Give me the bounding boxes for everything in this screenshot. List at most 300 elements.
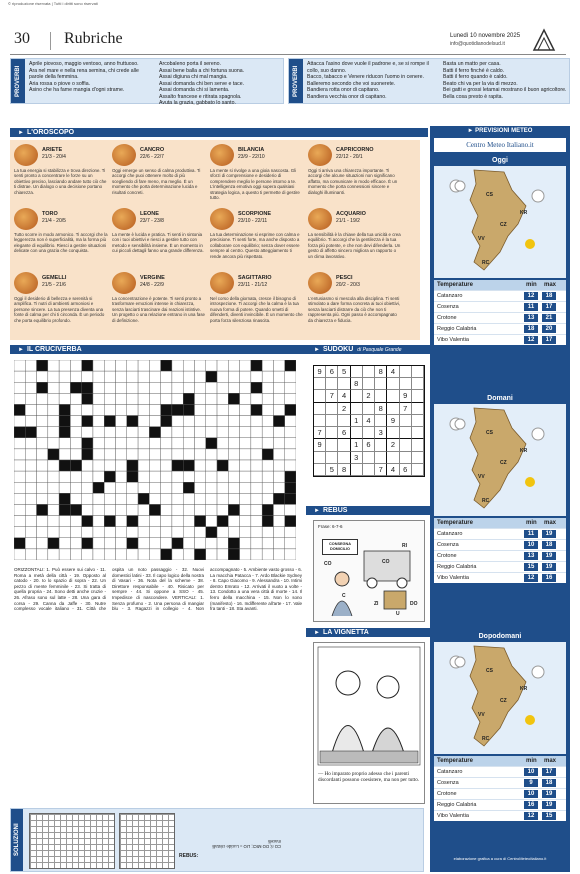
crossword-cell[interactable] [37, 427, 48, 438]
crossword-cell[interactable] [262, 549, 273, 560]
crossword-cell[interactable] [116, 393, 127, 404]
sudoku-cell[interactable]: 7 [326, 390, 338, 402]
crossword-cell[interactable] [116, 504, 127, 515]
crossword-cell[interactable] [48, 516, 59, 527]
crossword-cell[interactable] [104, 393, 115, 404]
sudoku-cell[interactable] [400, 366, 412, 378]
contact-email[interactable]: info@quotidianodelsud.it [450, 41, 505, 47]
sudoku-cell[interactable] [412, 403, 424, 415]
crossword-cell[interactable] [70, 371, 81, 382]
crossword-cell[interactable] [194, 427, 205, 438]
crossword-cell[interactable] [194, 416, 205, 427]
crossword-cell[interactable] [273, 438, 284, 449]
crossword-cell[interactable] [194, 493, 205, 504]
sudoku-cell[interactable] [387, 403, 399, 415]
crossword-cell[interactable] [104, 460, 115, 471]
crossword-cell[interactable] [14, 516, 25, 527]
crossword-cell[interactable] [82, 382, 93, 393]
crossword-cell[interactable] [93, 360, 104, 371]
crossword-cell[interactable] [59, 504, 70, 515]
crossword-cell[interactable] [206, 404, 217, 415]
crossword-cell[interactable] [82, 404, 93, 415]
sudoku-cell[interactable] [326, 439, 338, 451]
crossword-cell[interactable] [37, 371, 48, 382]
crossword-cell[interactable] [273, 404, 284, 415]
crossword-cell[interactable] [116, 404, 127, 415]
crossword-cell[interactable] [273, 382, 284, 393]
crossword-cell[interactable] [262, 516, 273, 527]
crossword-cell[interactable] [59, 516, 70, 527]
crossword-cell[interactable] [138, 371, 149, 382]
crossword-cell[interactable] [14, 404, 25, 415]
crossword-cell[interactable] [194, 393, 205, 404]
crossword-cell[interactable] [285, 471, 296, 482]
crossword-cell[interactable] [14, 382, 25, 393]
crossword-cell[interactable] [116, 382, 127, 393]
crossword-cell[interactable] [149, 371, 160, 382]
sudoku-cell[interactable] [326, 452, 338, 464]
sudoku-cell[interactable] [375, 390, 387, 402]
sudoku-cell[interactable]: 4 [338, 390, 350, 402]
crossword-cell[interactable] [82, 427, 93, 438]
crossword-cell[interactable] [206, 527, 217, 538]
crossword-cell[interactable] [206, 438, 217, 449]
crossword-cell[interactable] [194, 471, 205, 482]
crossword-cell[interactable] [127, 538, 138, 549]
crossword-cell[interactable] [172, 382, 183, 393]
crossword-cell[interactable] [104, 549, 115, 560]
crossword-cell[interactable] [25, 371, 36, 382]
crossword-cell[interactable] [206, 427, 217, 438]
sudoku-cell[interactable]: 8 [351, 378, 363, 390]
sudoku-cell[interactable]: 9 [314, 366, 326, 378]
crossword-cell[interactable] [104, 516, 115, 527]
crossword-cell[interactable] [25, 460, 36, 471]
sudoku-cell[interactable]: 4 [387, 366, 399, 378]
crossword-cell[interactable] [262, 404, 273, 415]
crossword-cell[interactable] [172, 538, 183, 549]
crossword-cell[interactable] [25, 504, 36, 515]
crossword-cell[interactable] [285, 504, 296, 515]
sudoku-cell[interactable]: 9 [400, 390, 412, 402]
crossword-cell[interactable] [116, 360, 127, 371]
crossword-cell[interactable] [183, 393, 194, 404]
crossword-cell[interactable] [138, 471, 149, 482]
crossword-cell[interactable] [183, 504, 194, 515]
sudoku-cell[interactable]: 5 [326, 464, 338, 476]
crossword-cell[interactable] [149, 482, 160, 493]
crossword-cell[interactable] [138, 449, 149, 460]
crossword-cell[interactable] [206, 460, 217, 471]
crossword-cell[interactable] [93, 538, 104, 549]
crossword-cell[interactable] [217, 471, 228, 482]
crossword-cell[interactable] [14, 438, 25, 449]
crossword-cell[interactable] [194, 382, 205, 393]
crossword-cell[interactable] [127, 427, 138, 438]
crossword-cell[interactable] [194, 460, 205, 471]
crossword-cell[interactable] [273, 360, 284, 371]
crossword-cell[interactable] [285, 360, 296, 371]
crossword-cell[interactable] [138, 493, 149, 504]
crossword-cell[interactable] [172, 449, 183, 460]
sudoku-cell[interactable]: 6 [326, 366, 338, 378]
crossword-cell[interactable] [149, 460, 160, 471]
crossword-cell[interactable] [183, 516, 194, 527]
crossword-cell[interactable] [127, 493, 138, 504]
sudoku-cell[interactable] [412, 464, 424, 476]
crossword-cell[interactable] [82, 438, 93, 449]
crossword-cell[interactable] [127, 404, 138, 415]
crossword-cell[interactable] [37, 527, 48, 538]
sudoku-cell[interactable] [363, 378, 375, 390]
sudoku-cell[interactable] [412, 390, 424, 402]
sudoku-cell[interactable] [363, 464, 375, 476]
crossword-cell[interactable] [161, 427, 172, 438]
crossword-cell[interactable] [82, 360, 93, 371]
crossword-cell[interactable] [285, 393, 296, 404]
sudoku-grid[interactable] [313, 365, 425, 477]
crossword-cell[interactable] [82, 482, 93, 493]
crossword-cell[interactable] [149, 393, 160, 404]
sudoku-cell[interactable] [400, 378, 412, 390]
sudoku-cell[interactable]: 7 [400, 403, 412, 415]
crossword-cell[interactable] [273, 527, 284, 538]
crossword-cell[interactable] [285, 449, 296, 460]
crossword-cell[interactable] [273, 449, 284, 460]
crossword-cell[interactable] [59, 549, 70, 560]
sudoku-cell[interactable]: 3 [351, 452, 363, 464]
sudoku-cell[interactable] [326, 403, 338, 415]
sudoku-cell[interactable]: 7 [314, 427, 326, 439]
crossword-cell[interactable] [37, 538, 48, 549]
crossword-cell[interactable] [149, 382, 160, 393]
crossword-cell[interactable] [228, 449, 239, 460]
crossword-cell[interactable] [251, 404, 262, 415]
crossword-cell[interactable] [138, 427, 149, 438]
crossword-cell[interactable] [37, 360, 48, 371]
crossword-cell[interactable] [228, 460, 239, 471]
crossword-cell[interactable] [161, 404, 172, 415]
crossword-cell[interactable] [240, 438, 251, 449]
crossword-cell[interactable] [240, 482, 251, 493]
crossword-cell[interactable] [93, 460, 104, 471]
crossword-cell[interactable] [240, 516, 251, 527]
sudoku-cell[interactable] [338, 415, 350, 427]
sudoku-cell[interactable] [412, 366, 424, 378]
crossword-cell[interactable] [59, 527, 70, 538]
crossword-cell[interactable] [228, 538, 239, 549]
crossword-cell[interactable] [104, 371, 115, 382]
crossword-cell[interactable] [240, 382, 251, 393]
crossword-cell[interactable] [104, 404, 115, 415]
crossword-cell[interactable] [70, 438, 81, 449]
sudoku-cell[interactable] [326, 427, 338, 439]
crossword-cell[interactable] [48, 482, 59, 493]
crossword-cell[interactable] [217, 527, 228, 538]
crossword-cell[interactable] [104, 527, 115, 538]
crossword-cell[interactable] [228, 482, 239, 493]
crossword-cell[interactable] [70, 549, 81, 560]
crossword-cell[interactable] [37, 493, 48, 504]
sudoku-cell[interactable] [363, 366, 375, 378]
crossword-cell[interactable] [240, 393, 251, 404]
crossword-cell[interactable] [93, 471, 104, 482]
crossword-cell[interactable] [206, 504, 217, 515]
crossword-cell[interactable] [14, 360, 25, 371]
crossword-cell[interactable] [48, 460, 59, 471]
crossword-cell[interactable] [285, 427, 296, 438]
crossword-cell[interactable] [251, 493, 262, 504]
crossword-cell[interactable] [285, 404, 296, 415]
crossword-cell[interactable] [251, 438, 262, 449]
crossword-cell[interactable] [217, 393, 228, 404]
sudoku-cell[interactable] [387, 452, 399, 464]
crossword-cell[interactable] [70, 416, 81, 427]
crossword-cell[interactable] [251, 504, 262, 515]
crossword-cell[interactable] [240, 549, 251, 560]
crossword-cell[interactable] [138, 516, 149, 527]
crossword-cell[interactable] [149, 404, 160, 415]
crossword-cell[interactable] [172, 427, 183, 438]
crossword-cell[interactable] [240, 460, 251, 471]
crossword-cell[interactable] [127, 416, 138, 427]
crossword-cell[interactable] [251, 527, 262, 538]
crossword-cell[interactable] [149, 504, 160, 515]
crossword-cell[interactable] [138, 382, 149, 393]
sudoku-cell[interactable]: 4 [363, 415, 375, 427]
crossword-cell[interactable] [14, 482, 25, 493]
sudoku-cell[interactable] [351, 403, 363, 415]
crossword-cell[interactable] [48, 549, 59, 560]
crossword-cell[interactable] [273, 371, 284, 382]
crossword-cell[interactable] [59, 404, 70, 415]
crossword-cell[interactable] [240, 504, 251, 515]
crossword-cell[interactable] [285, 460, 296, 471]
crossword-cell[interactable] [228, 493, 239, 504]
sudoku-cell[interactable]: 2 [363, 390, 375, 402]
sudoku-cell[interactable]: 6 [338, 427, 350, 439]
crossword-cell[interactable] [172, 471, 183, 482]
crossword-cell[interactable] [172, 504, 183, 515]
crossword-cell[interactable] [206, 471, 217, 482]
sudoku-cell[interactable] [412, 439, 424, 451]
crossword-cell[interactable] [93, 404, 104, 415]
crossword-cell[interactable] [25, 493, 36, 504]
crossword-cell[interactable] [37, 504, 48, 515]
crossword-cell[interactable] [206, 371, 217, 382]
crossword-cell[interactable] [48, 504, 59, 515]
crossword-cell[interactable] [82, 504, 93, 515]
crossword-cell[interactable] [37, 382, 48, 393]
crossword-cell[interactable] [285, 549, 296, 560]
crossword-cell[interactable] [127, 371, 138, 382]
crossword-cell[interactable] [93, 493, 104, 504]
crossword-cell[interactable] [228, 404, 239, 415]
crossword-cell[interactable] [25, 538, 36, 549]
crossword-cell[interactable] [82, 516, 93, 527]
crossword-cell[interactable] [59, 382, 70, 393]
crossword-cell[interactable] [183, 360, 194, 371]
crossword-cell[interactable] [262, 416, 273, 427]
crossword-cell[interactable] [161, 449, 172, 460]
crossword-cell[interactable] [82, 527, 93, 538]
sudoku-cell[interactable] [387, 427, 399, 439]
sudoku-cell[interactable] [363, 403, 375, 415]
crossword-cell[interactable] [217, 460, 228, 471]
crossword-cell[interactable] [183, 538, 194, 549]
crossword-cell[interactable] [82, 471, 93, 482]
sudoku-cell[interactable]: 3 [375, 427, 387, 439]
sudoku-cell[interactable] [412, 452, 424, 464]
crossword-cell[interactable] [59, 471, 70, 482]
crossword-cell[interactable] [262, 471, 273, 482]
crossword-cell[interactable] [183, 438, 194, 449]
crossword-cell[interactable] [285, 482, 296, 493]
sudoku-cell[interactable] [338, 378, 350, 390]
sudoku-cell[interactable] [400, 439, 412, 451]
crossword-cell[interactable] [161, 438, 172, 449]
crossword-cell[interactable] [14, 538, 25, 549]
crossword-cell[interactable] [206, 382, 217, 393]
crossword-cell[interactable] [228, 471, 239, 482]
crossword-cell[interactable] [183, 382, 194, 393]
crossword-cell[interactable] [37, 438, 48, 449]
crossword-cell[interactable] [240, 404, 251, 415]
crossword-cell[interactable] [183, 549, 194, 560]
crossword-cell[interactable] [48, 538, 59, 549]
crossword-cell[interactable] [285, 493, 296, 504]
crossword-cell[interactable] [70, 471, 81, 482]
crossword-cell[interactable] [273, 538, 284, 549]
crossword-cell[interactable] [116, 482, 127, 493]
crossword-cell[interactable] [251, 538, 262, 549]
sudoku-cell[interactable] [412, 378, 424, 390]
crossword-cell[interactable] [138, 549, 149, 560]
crossword-cell[interactable] [217, 482, 228, 493]
sudoku-cell[interactable]: 1 [351, 415, 363, 427]
crossword-cell[interactable] [285, 438, 296, 449]
sudoku-cell[interactable] [400, 427, 412, 439]
crossword-cell[interactable] [37, 393, 48, 404]
crossword-cell[interactable] [161, 482, 172, 493]
crossword-cell[interactable] [93, 527, 104, 538]
crossword-cell[interactable] [48, 427, 59, 438]
crossword-cell[interactable] [161, 371, 172, 382]
crossword-cell[interactable] [240, 538, 251, 549]
crossword-cell[interactable] [82, 371, 93, 382]
crossword-cell[interactable] [183, 404, 194, 415]
crossword-cell[interactable] [93, 549, 104, 560]
crossword-cell[interactable] [127, 460, 138, 471]
crossword-cell[interactable] [25, 438, 36, 449]
crossword-cell[interactable] [251, 393, 262, 404]
crossword-cell[interactable] [138, 404, 149, 415]
sudoku-cell[interactable] [351, 390, 363, 402]
crossword-cell[interactable] [240, 427, 251, 438]
sudoku-cell[interactable] [412, 427, 424, 439]
crossword-cell[interactable] [183, 416, 194, 427]
crossword-cell[interactable] [217, 404, 228, 415]
sudoku-cell[interactable] [375, 439, 387, 451]
crossword-cell[interactable] [273, 460, 284, 471]
crossword-cell[interactable] [183, 371, 194, 382]
crossword-cell[interactable] [285, 527, 296, 538]
crossword-cell[interactable] [59, 460, 70, 471]
crossword-cell[interactable] [251, 549, 262, 560]
crossword-cell[interactable] [82, 449, 93, 460]
crossword-cell[interactable] [82, 393, 93, 404]
crossword-cell[interactable] [262, 482, 273, 493]
crossword-cell[interactable] [251, 449, 262, 460]
crossword-cell[interactable] [194, 549, 205, 560]
crossword-cell[interactable] [251, 371, 262, 382]
crossword-cell[interactable] [217, 427, 228, 438]
crossword-cell[interactable] [273, 471, 284, 482]
crossword-cell[interactable] [273, 393, 284, 404]
crossword-cell[interactable] [172, 527, 183, 538]
crossword-cell[interactable] [48, 360, 59, 371]
crossword-cell[interactable] [116, 538, 127, 549]
crossword-cell[interactable] [206, 549, 217, 560]
crossword-cell[interactable] [138, 416, 149, 427]
crossword-cell[interactable] [228, 371, 239, 382]
crossword-cell[interactable] [25, 382, 36, 393]
sudoku-cell[interactable] [338, 452, 350, 464]
crossword-cell[interactable] [70, 527, 81, 538]
crossword-cell[interactable] [70, 449, 81, 460]
crossword-cell[interactable] [127, 438, 138, 449]
crossword-cell[interactable] [240, 371, 251, 382]
crossword-cell[interactable] [285, 538, 296, 549]
crossword-cell[interactable] [82, 538, 93, 549]
crossword-cell[interactable] [116, 549, 127, 560]
crossword-cell[interactable] [116, 493, 127, 504]
crossword-cell[interactable] [161, 527, 172, 538]
crossword-cell[interactable] [251, 360, 262, 371]
crossword-cell[interactable] [37, 416, 48, 427]
crossword-cell[interactable] [217, 382, 228, 393]
crossword-cell[interactable] [82, 493, 93, 504]
crossword-cell[interactable] [116, 371, 127, 382]
crossword-cell[interactable] [116, 460, 127, 471]
crossword-cell[interactable] [251, 482, 262, 493]
crossword-cell[interactable] [206, 360, 217, 371]
crossword-cell[interactable] [273, 416, 284, 427]
sudoku-cell[interactable]: 7 [375, 464, 387, 476]
crossword-cell[interactable] [194, 438, 205, 449]
crossword-cell[interactable] [48, 416, 59, 427]
crossword-cell[interactable] [93, 516, 104, 527]
crossword-cell[interactable] [206, 393, 217, 404]
crossword-cell[interactable] [48, 449, 59, 460]
crossword-cell[interactable] [217, 493, 228, 504]
crossword-cell[interactable] [104, 482, 115, 493]
sudoku-cell[interactable] [400, 415, 412, 427]
crossword-cell[interactable] [183, 493, 194, 504]
crossword-cell[interactable] [161, 416, 172, 427]
crossword-cell[interactable] [93, 393, 104, 404]
crossword-cell[interactable] [194, 527, 205, 538]
crossword-cell[interactable] [161, 504, 172, 515]
crossword-cell[interactable] [70, 516, 81, 527]
crossword-cell[interactable] [228, 516, 239, 527]
crossword-cell[interactable] [172, 404, 183, 415]
crossword-cell[interactable] [262, 538, 273, 549]
sudoku-cell[interactable] [351, 366, 363, 378]
crossword-cell[interactable] [183, 427, 194, 438]
crossword-cell[interactable] [70, 393, 81, 404]
crossword-cell[interactable] [127, 393, 138, 404]
